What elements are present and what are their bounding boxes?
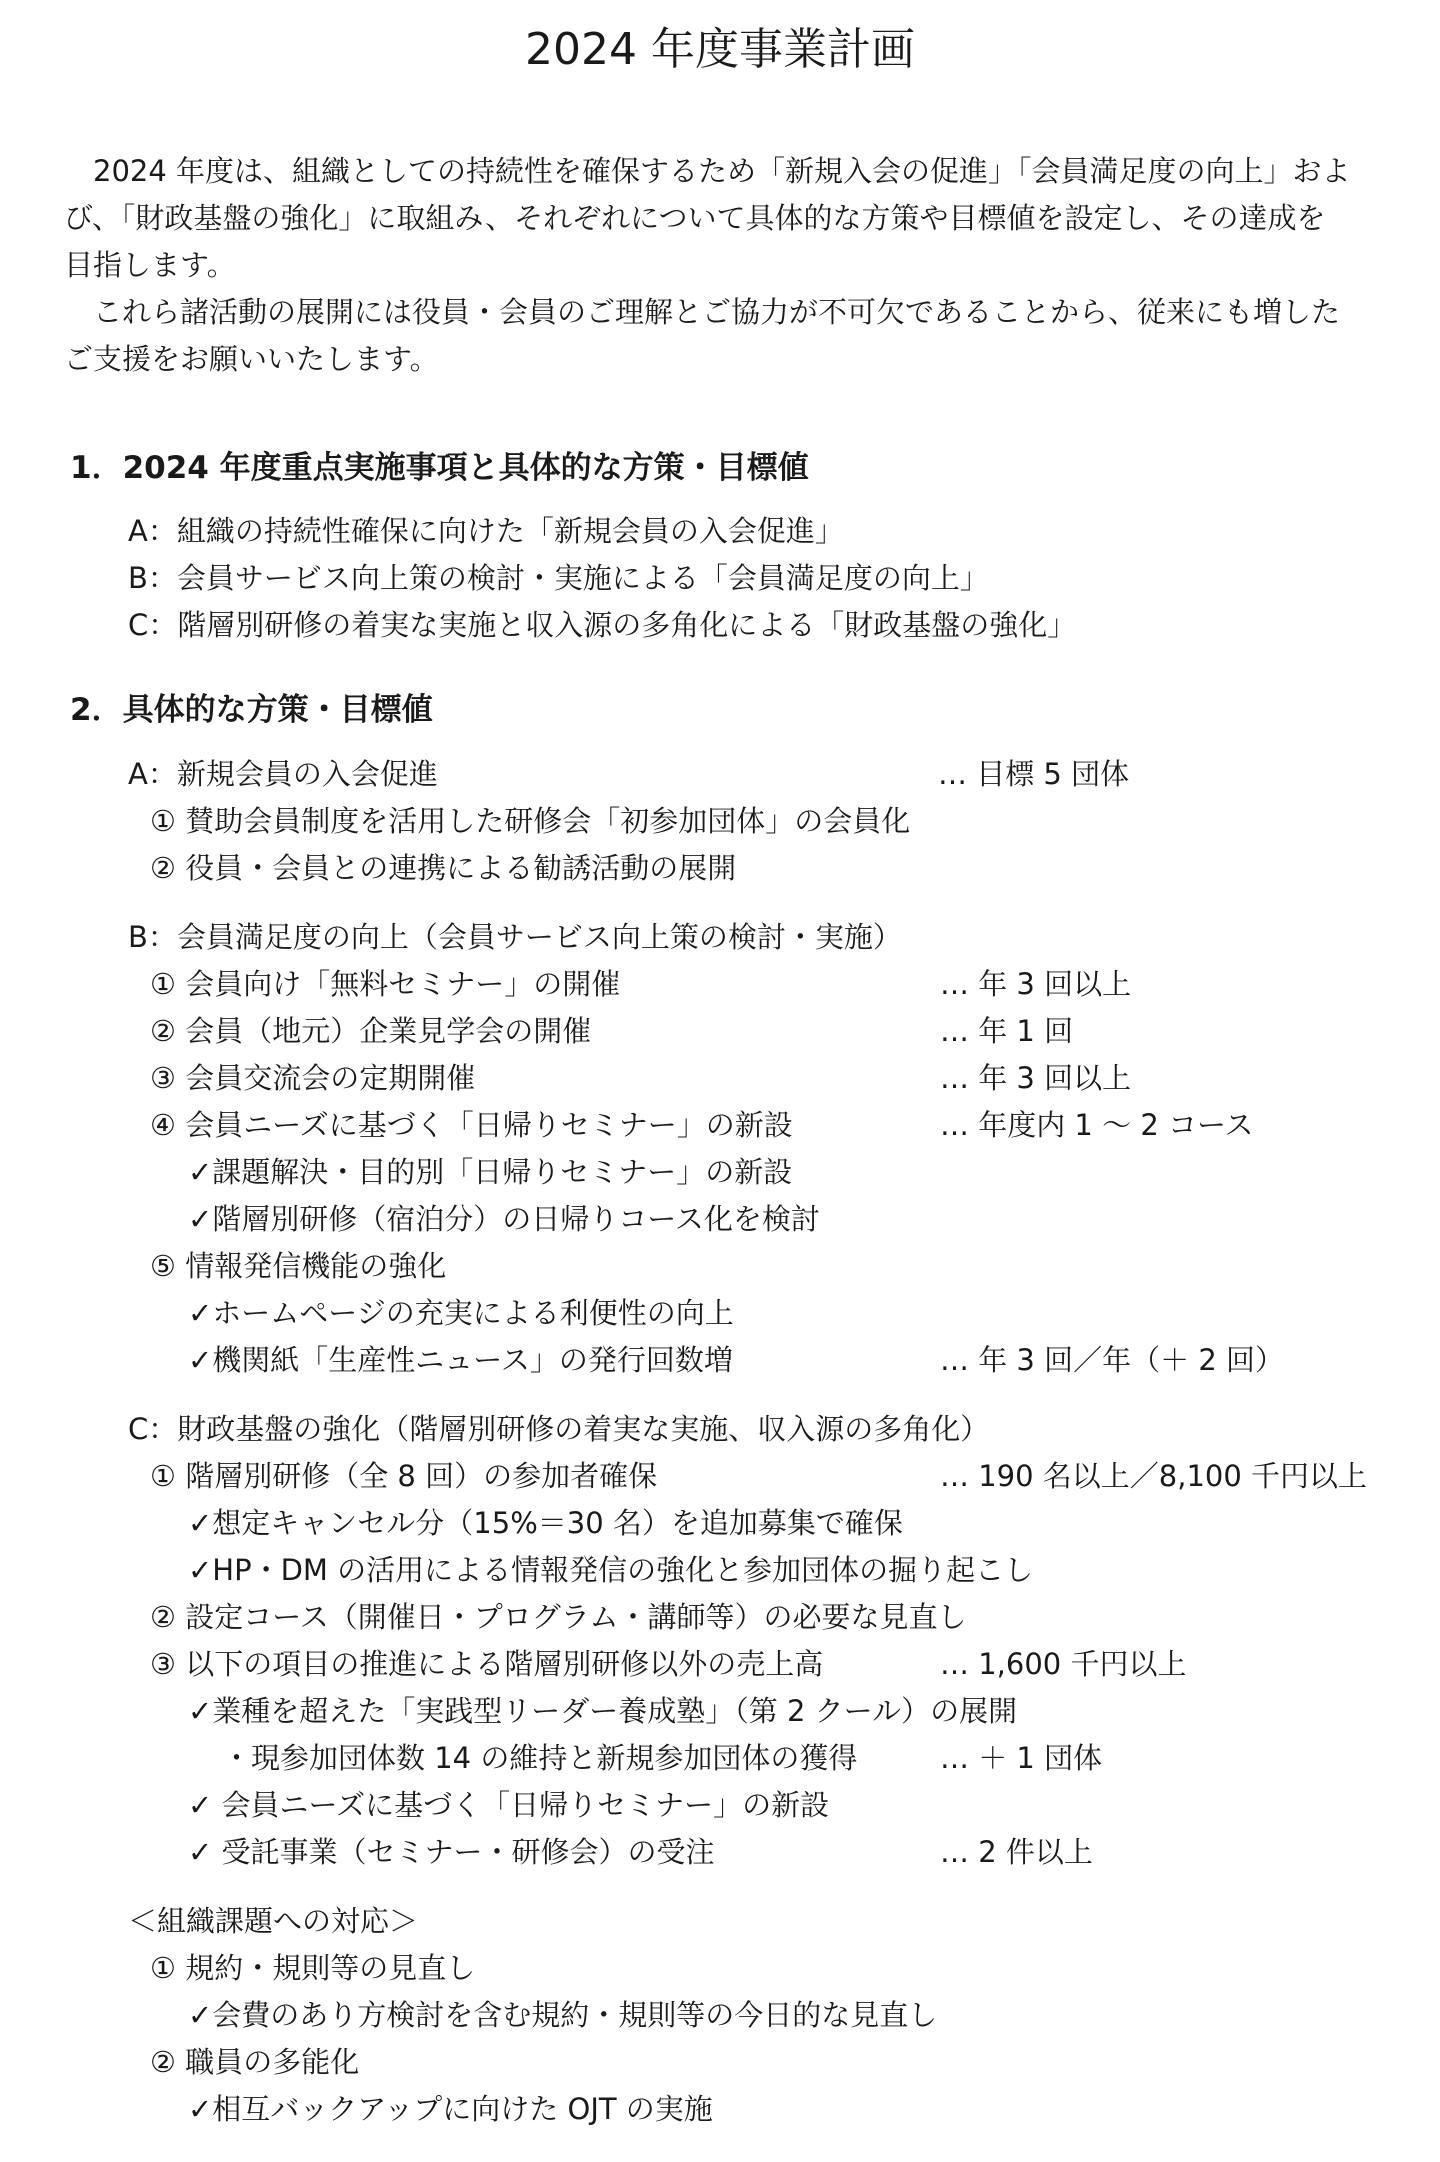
plan-b-subitem: ✓機関紙「生産性ニュース」の発行回数増 [188, 1343, 733, 1377]
plan-c-subitem: ✓業種を超えた「実践型リーダー養成塾」（第 2 クール）の展開 [188, 1694, 1018, 1728]
org-subitem: ✓会費のあり方検討を含む規約・規則等の今日的な見直し [188, 1998, 938, 2032]
plan-c-subitem: ✓ 会員ニーズに基づく「日帰りセミナー」の新設 [188, 1788, 830, 1822]
plan-c-item: ③ 以下の項目の推進による階層別研修以外の売上高 [150, 1647, 824, 1681]
plan-b-subitem: ✓ホームページの充実による利便性の向上 [188, 1296, 734, 1330]
plan-b-subitem: ✓課題解決・目的別「日帰りセミナー」の新設 [188, 1155, 793, 1189]
plan-c-target: … ＋ 1 団体 [940, 1741, 1103, 1775]
org-item: ① 規約・規則等の見直し [150, 1951, 476, 1985]
org-subitem: ✓相互バックアップに向けた OJT の実施 [188, 2092, 713, 2126]
plan-c-item: ① 階層別研修（全 8 回）の参加者確保 [150, 1459, 658, 1493]
plan-c-item: ② 設定コース（開催日・プログラム・講師等）の必要な見直し [150, 1600, 967, 1634]
plan-c-subitem: ✓HP・DM の活用による情報発信の強化と参加団体の掘り起こし [188, 1553, 1034, 1587]
intro-text [64, 148, 1394, 383]
plan-b-item: ② 会員（地元）企業見学会の開催 [150, 1014, 592, 1048]
plan-b-target: … 年 3 回以上 [940, 1061, 1132, 1095]
intro-line: 目指します。 [64, 248, 236, 282]
plan-b-item: ③ 会員交流会の定期開催 [150, 1061, 476, 1095]
intro-line: これら諸活動の展開には役員・会員のご理解とご協力が不可欠であることから、従来にも増した [93, 295, 1341, 329]
plan-b-label: B：会員満足度の向上（会員サービス向上策の検討・実施） [128, 920, 902, 954]
plan-b-item: ④ 会員ニーズに基づく「日帰りセミナー」の新設 [150, 1108, 793, 1142]
plan-a-item: ① 賛助会員制度を活用した研修会「初参加団体」の会員化 [150, 804, 911, 838]
plan-c-target: … 1,600 千円以上 [940, 1647, 1187, 1681]
plan-c-target: … 190 名以上／8,100 千円以上 [940, 1459, 1368, 1493]
section2-heading: 2．具体的な方策・目標値 [70, 692, 433, 728]
intro-line: 2024 年度は、組織としての持続性を確保するため「新規入会の促進」「会員満足度の向上」およ [93, 154, 1351, 188]
plan-c-subitem: ✓想定キャンセル分（15%＝30 名）を追加募集で確保 [188, 1506, 903, 1540]
priority-item-a: A：組織の持続性確保に向けた「新規会員の入会促進」 [128, 514, 844, 548]
org-label: ＜組織課題への対応＞ [128, 1904, 419, 1938]
plan-c-label: C：財政基盤の強化（階層別研修の着実な実施、収入源の多角化） [128, 1412, 990, 1446]
priority-item-b: B：会員サービス向上策の検討・実施による「会員満足度の向上」 [128, 561, 989, 595]
plan-a-target: … 目標 5 団体 [938, 757, 1130, 791]
document-title: 2024 年度事業計画 [525, 24, 915, 75]
plan-b-target: … 年 1 回 [940, 1014, 1074, 1048]
plan-a-item: ② 役員・会員との連携による勧誘活動の展開 [150, 851, 737, 885]
intro-line: び、「財政基盤の強化」に取組み、それぞれについて具体的な方策や目標値を設定し、その達成を [64, 201, 1326, 235]
plan-b-item: ⑤ 情報発信機能の強化 [150, 1249, 447, 1283]
plan-c-subitem: ✓ 受託事業（セミナー・研修会）の受注 [188, 1835, 715, 1869]
plan-b-item: ① 会員向け「無料セミナー」の開催 [150, 967, 621, 1001]
plan-c-subsubitem: ・現参加団体数 14 の維持と新規参加団体の獲得 [222, 1741, 858, 1775]
org-item: ② 職員の多能化 [150, 2045, 360, 2079]
plan-a-label: A：新規会員の入会促進 [128, 757, 438, 791]
plan-b-target: … 年 3 回／年（＋ 2 回） [940, 1343, 1284, 1377]
intro-line: ご支援をお願いいたします。 [64, 342, 439, 376]
plan-b-target: … 年 3 回以上 [940, 967, 1132, 1001]
priority-item-c: C：階層別研修の着実な実施と収入源の多角化による「財政基盤の強化」 [128, 608, 1077, 642]
plan-b-subitem: ✓階層別研修（宿泊分）の日帰りコース化を検討 [188, 1202, 820, 1236]
plan-c-target: … 2 件以上 [940, 1835, 1093, 1869]
plan-b-target: … 年度内 1 ～ 2 コース [940, 1108, 1254, 1142]
section1-heading: 1．2024 年度重点実施事項と具体的な方策・目標値 [70, 450, 809, 486]
